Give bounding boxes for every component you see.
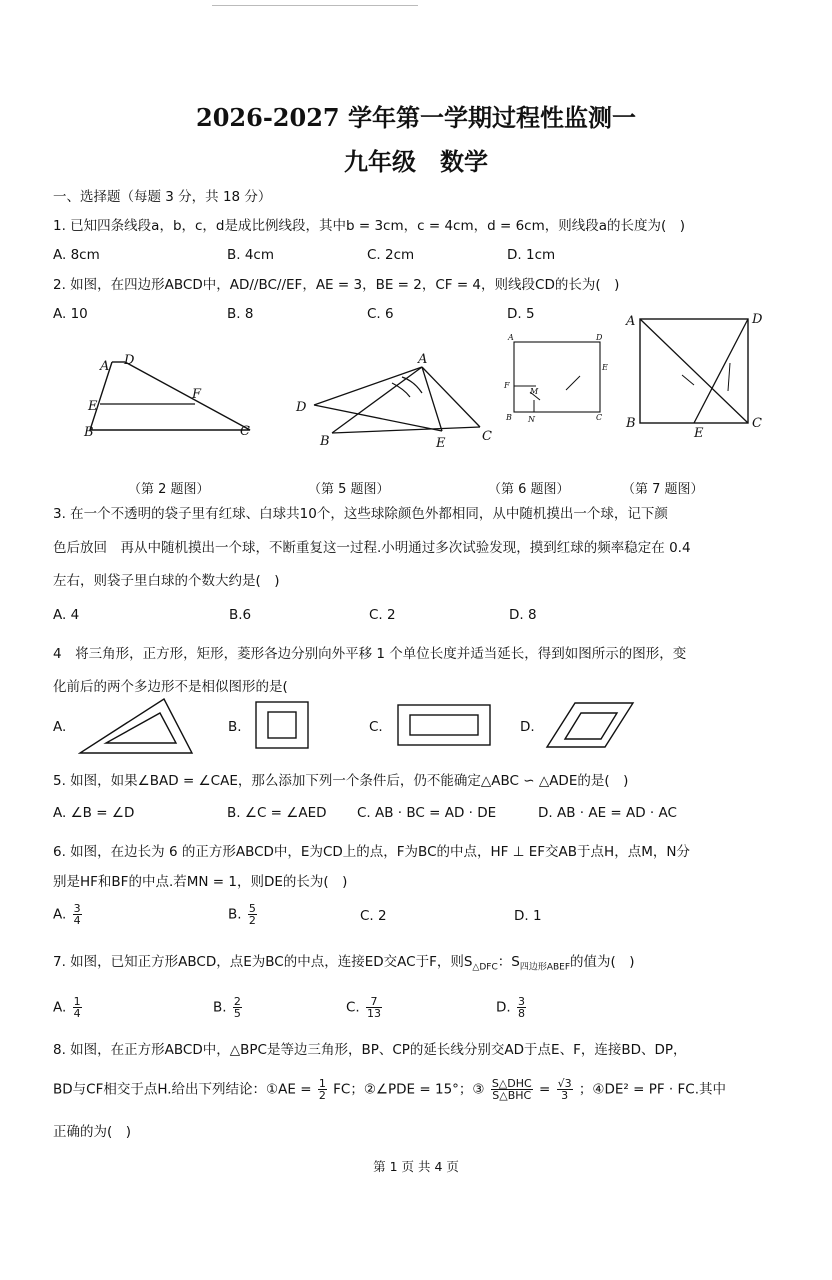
q7-option-c: C. $\frac{7}{13}$ (346, 995, 382, 1020)
fig6-label-b: B (506, 413, 512, 422)
q8-stem-line2: BD与CF相交于点H.给出下列结论：①AE = $\frac{1}{2}$ FC；②∠PDE = 15°；③ $\frac{\text{S△DHC}}{\text{S△BHC}}$ = $\frac{√3}{3}$ ；④DE² = PF · FC.其中 (53, 1077, 727, 1102)
fig7-label-a: A (626, 314, 636, 329)
q4-figure-triangles (78, 695, 194, 757)
fig6-label-m: M (530, 387, 539, 396)
exam-subtitle: 九年级 数学 (344, 147, 488, 176)
fig2-label-c: C (240, 424, 250, 439)
figure-q6 (500, 330, 615, 430)
q1-option-c: C. 2cm (367, 247, 415, 263)
fig6-label-e: E (602, 363, 608, 372)
fig2-label-f: F (192, 387, 202, 402)
q6-option-d: D. 1 (514, 908, 542, 924)
q3-option-d: D. 8 (509, 607, 537, 623)
q3-stem-line1: 3. 在一个不透明的袋子里有红球、白球共10个，这些球除颜色外都相同，从中随机摸出一个球，记下颜 (53, 506, 668, 522)
q4-figure-rhombi (545, 701, 635, 749)
fig6-label-c: C (596, 413, 603, 422)
page-footer: 第 1 页 共 4 页 (373, 1159, 459, 1174)
q6-stem-line2: 别是HF和BF的中点.若MN = 1，则DE的长为( ) (53, 874, 348, 890)
fig5-label-a: A (418, 352, 428, 367)
q7-option-d: D. $\frac{3}{8}$ (496, 995, 525, 1020)
fig2-label-b: B (84, 425, 94, 440)
q3-option-b: B.6 (229, 607, 252, 623)
q1-option-a: A. 8cm (53, 247, 100, 263)
fig2-label-e: E (88, 399, 98, 414)
q4-option-b: B. (228, 719, 242, 735)
q4-figure-rectangles (394, 703, 494, 747)
fig6-label-a: A (508, 333, 514, 342)
q4-figure-squares (252, 700, 312, 752)
fig2-caption: （第 2 题图） (128, 482, 210, 497)
q7-option-b: B. $\frac{2}{5}$ (213, 995, 241, 1020)
fig7-label-d: D (752, 312, 763, 327)
q3-stem-line2: 色后放回 再从中随机摸出一个球，不断重复这一过程.小明通过多次试验发现，摸到红球的频率稳定在 0.4 (53, 540, 691, 556)
fig5-label-c: C (482, 429, 492, 444)
q4-option-d: D. (520, 719, 535, 735)
q5-option-b: B. ∠C = ∠AED (227, 805, 327, 821)
figure-q7 (622, 305, 772, 440)
fig7-label-e: E (694, 426, 704, 440)
q5-stem: 5. 如图，如果∠BAD = ∠CAE，那么添加下列一个条件后，仍不能确定△ABC ∽ △ADE的是( ) (53, 773, 629, 789)
fig6-label-f: F (504, 381, 510, 390)
q2-option-b: B. 8 (227, 306, 254, 322)
q6-option-a: A. $\frac{3}{4}$ (53, 902, 81, 927)
fig2-label-d: D (124, 353, 135, 368)
q2-option-a: A. 10 (53, 306, 88, 322)
q3-option-c: C. 2 (369, 607, 396, 623)
fig7-label-b: B (626, 416, 636, 431)
fig6-label-d: D (596, 333, 603, 342)
fig5-caption: （第 5 题图） (308, 482, 390, 497)
q5-option-a: A. ∠B = ∠D (53, 805, 135, 821)
q8-stem-line3: 正确的为( ) (53, 1124, 132, 1140)
fig7-caption: （第 7 题图） (622, 482, 704, 497)
q2-stem: 2. 如图，在四边形ABCD中，AD//BC//EF，AE = 3，BE = 2，CF = 4，则线段CD的长为( ) (53, 277, 620, 293)
exam-title: 2026-2027 学年第一学期过程性监测一 (196, 103, 636, 132)
fig5-label-e: E (436, 436, 446, 450)
q5-option-c: C. AB · BC = AD · DE (357, 805, 497, 821)
fig5-label-b: B (320, 434, 330, 449)
figure-q2 (80, 350, 260, 445)
fig6-caption: （第 6 题图） (488, 482, 570, 497)
section-heading: 一、选择题（每题 3 分，共 18 分） (53, 189, 272, 205)
q6-option-b: B. $\frac{5}{2}$ (228, 902, 256, 927)
q1-option-b: B. 4cm (227, 247, 275, 263)
q5-option-d: D. AB · AE = AD · AC (538, 805, 677, 821)
q7-option-a: A. $\frac{1}{4}$ (53, 995, 81, 1020)
fig5-label-d: D (296, 400, 307, 415)
q4-option-a: A. (53, 719, 67, 735)
q4-stem-line1: 4 将三角形，正方形，矩形，菱形各边分别向外平移 1 个单位长度并适当延长，得到如图所示的图形，变 (53, 646, 687, 662)
q4-stem-line2: 化前后的两个多边形不是相似图形的是( (53, 679, 288, 695)
q2-option-d: D. 5 (507, 306, 535, 322)
fig7-label-c: C (752, 416, 762, 431)
q1-option-d: D. 1cm (507, 247, 556, 263)
figure-q5 (292, 345, 502, 450)
fig2-label-a: A (100, 359, 110, 374)
q4-option-c: C. (369, 719, 383, 735)
q8-stem-line1: 8. 如图，在正方形ABCD中，△BPC是等边三角形，BP、CP的延长线分别交AD于点E、F，连接BD、DP， (53, 1042, 687, 1058)
scan-artifact-line (212, 5, 418, 6)
q6-option-c: C. 2 (360, 908, 387, 924)
q7-stem: 7. 如图，已知正方形ABCD，点E为BC的中点，连接ED交AC于F，则$S_{\triangle DFC}$：$S_{四边形ABEF}$的值为( ) (53, 954, 635, 973)
q1-stem: 1. 已知四条线段a，b，c，d是成比例线段，其中b = 3cm，c = 4cm，d = 6cm，则线段a的长度为( ) (53, 218, 686, 234)
fig6-label-n: N (528, 415, 535, 424)
q6-stem-line1: 6. 如图，在边长为 6 的正方形ABCD中，E为CD上的点，F为BC的中点，HF ⊥ EF交AB于点H，点M，N分 (53, 844, 690, 860)
q3-stem-line3: 左右，则袋子里白球的个数大约是( ) (53, 573, 280, 589)
q3-option-a: A. 4 (53, 607, 80, 623)
q2-option-c: C. 6 (367, 306, 394, 322)
